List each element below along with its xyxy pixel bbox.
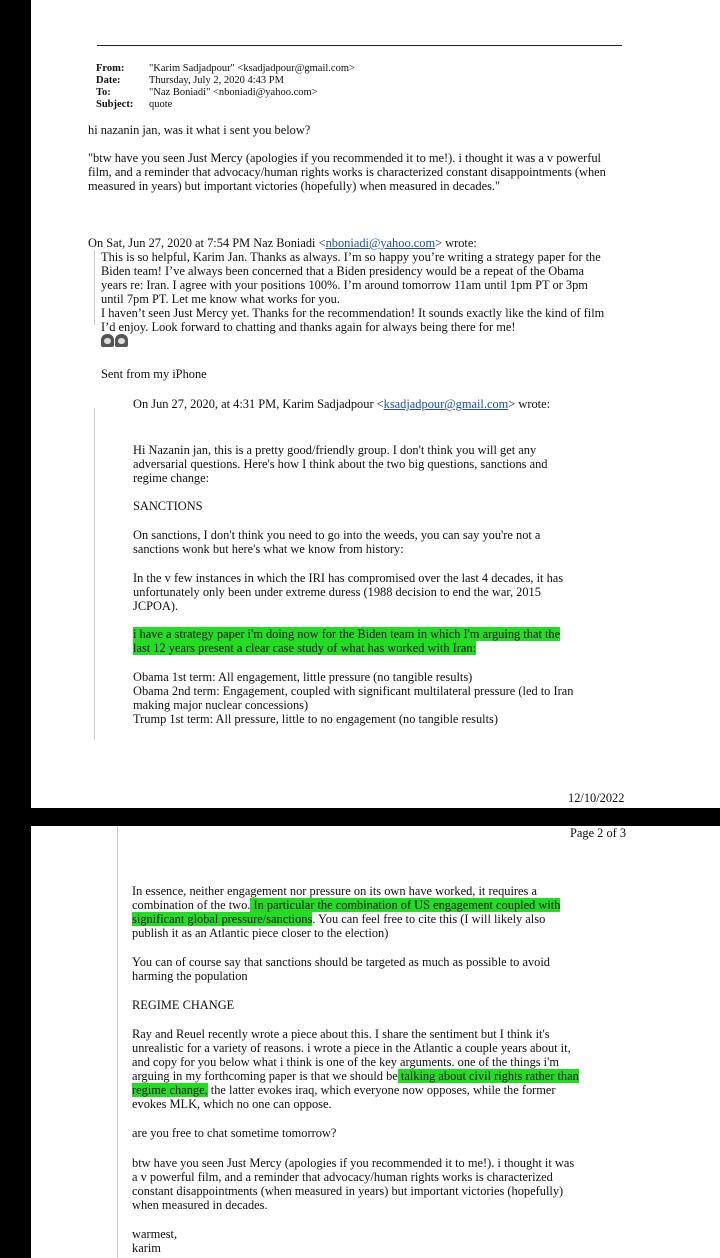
body-line: are you free to chat sometime tomorrow? xyxy=(132,1126,337,1140)
body-line xyxy=(132,1083,556,1097)
term-line: making major nuclear concessions) xyxy=(133,698,309,712)
subject-value: quote xyxy=(149,99,173,110)
term-line: Obama 2nd term: Engagement, coupled with significant multilateral pressure (led to Iran xyxy=(133,684,574,698)
body-line: Hi Nazanin jan, this is a pretty good/friendly group. I don't think you will get any xyxy=(133,443,537,457)
quote-line: film, and a reminder that advocacy/human rights works is characterized constant disappointments (when xyxy=(88,165,606,179)
date-label: Date: xyxy=(96,75,121,86)
highlighted-line: last 12 years present a clear case study of what has worked with Iran: xyxy=(133,641,477,655)
body-line: You can of course say that sanctions should be targeted as much as possible to avoid xyxy=(132,955,550,969)
term-line: Trump 1st term: All pressure, little to no engagement (no tangible results) xyxy=(133,712,499,726)
body-line: regime change: xyxy=(133,471,210,485)
to-value: "Naz Boniadi" <nboniadi@yahoo.com> xyxy=(149,87,318,98)
quote-line: measured in years) but important victories (hopefully) when measured in decades." xyxy=(88,179,501,193)
body-text: combination of the two. xyxy=(132,898,251,912)
reply-line: I’d enjoy. Look forward to chatting and thanks again for always being there for me! xyxy=(101,320,516,334)
body-line xyxy=(132,898,560,912)
reply-line: This is so helpful, Karim Jan. Thanks as always. I’m so happy you’re writing a strategy paper for the xyxy=(101,250,601,264)
from-value: "Karim Sadjadpour" <ksadjadpour@gmail.com> xyxy=(149,63,355,74)
from-row xyxy=(96,63,355,75)
emoji-icon xyxy=(101,334,128,347)
body-text: the latter evokes iraq, which everyone now opposes, while the former xyxy=(207,1083,556,1097)
body-line: In the v few instances in which the IRI has compromised over the last 4 decades, it has xyxy=(133,571,564,585)
to-row xyxy=(96,87,318,99)
highlighted-text: significant global pressure/sanctions xyxy=(132,912,313,926)
body-line: In essence, neither engagement nor pressure on its own have worked, it requires a xyxy=(132,884,537,898)
reply-line: years re: Iran. I agree with your positions 100%. I’m around tomorrow 11am until 1pm PT or 3pm xyxy=(101,278,588,292)
body-line xyxy=(132,912,545,926)
body-line: Ray and Reuel recently wrote a piece about this. I share the sentiment but I think it's xyxy=(132,1027,550,1041)
reply-email-link[interactable]: nboniadi@yahoo.com xyxy=(325,236,436,250)
quote-bar xyxy=(94,408,95,740)
quote-bar xyxy=(117,826,118,1258)
intro-line: hi nazanin jan, was it what i sent you below? xyxy=(88,123,311,137)
body-line: and copy for you below what i think is one of the key arguments. one of the things i'm xyxy=(132,1055,559,1069)
inner-email-link[interactable]: ksadjadpour@gmail.com xyxy=(383,397,509,411)
from-label: From: xyxy=(96,63,125,74)
highlighted-text: In particular the combination of US engagement coupled with xyxy=(250,898,561,912)
signoff-name: karim xyxy=(132,1241,161,1255)
signoff-line: warmest, xyxy=(132,1227,178,1241)
sent-from-line: Sent from my iPhone xyxy=(101,367,207,381)
reply-header-pre: On Sat, Jun 27, 2020 at 7:54 PM Naz Boniadi < xyxy=(88,236,326,250)
print-date: 12/10/2022 xyxy=(568,791,625,805)
inner-header-pre: On Jun 27, 2020, at 4:31 PM, Karim Sadjadpour < xyxy=(133,397,384,411)
inner-header-post: > wrote: xyxy=(508,397,551,411)
body-line: publish it as an Atlantic piece closer to the election) xyxy=(132,926,389,940)
subject-row xyxy=(96,99,172,111)
body-text: arguing in my forthcoming paper is that we should be xyxy=(132,1069,398,1083)
highlighted-line: i have a strategy paper i'm doing now for the Biden team in which I'm arguing that the xyxy=(133,627,561,641)
body-line: when measured in decades. xyxy=(132,1198,268,1212)
reply-line: Biden team! I’ve always been concerned that a Biden presidency would be a repeat of the Obama xyxy=(101,264,585,278)
body-line: a v powerful film, and a reminder that advocacy/human rights works is characterized xyxy=(132,1170,553,1184)
body-line xyxy=(132,1069,579,1083)
reply-header-post: > wrote: xyxy=(435,236,477,250)
quote-line: "btw have you seen Just Mercy (apologies if you recommended it to me!). i thought it was a v powerful xyxy=(88,151,601,165)
reply-line: until 7pm PT. Let me know what works for you. xyxy=(101,292,340,306)
body-line: harming the population xyxy=(132,969,248,983)
date-value: Thursday, July 2, 2020 4:43 PM xyxy=(149,75,284,86)
body-text: . You can feel free to cite this (I will likely also xyxy=(312,912,546,926)
body-line: evokes MLK, which no one can oppose. xyxy=(132,1097,332,1111)
body-line: constant disappointments (when measured in years) but important victories (hopefully) xyxy=(132,1184,564,1198)
subject-label: Subject: xyxy=(96,99,134,110)
body-line: btw have you seen Just Mercy (apologies if you recommended it to me!). i thought it was xyxy=(132,1156,575,1170)
body-line: JCPOA). xyxy=(133,599,179,613)
document-page-2 xyxy=(31,826,720,1258)
body-line: On sanctions, I don't think you need to go into the weeds, you can say you're not a xyxy=(133,528,541,542)
sanctions-heading: SANCTIONS xyxy=(133,499,203,513)
reply-header xyxy=(88,236,477,250)
header-rule xyxy=(97,45,622,46)
body-line: sanctions wonk but here's what we know from history: xyxy=(133,542,404,556)
to-label: To: xyxy=(96,87,111,98)
body-line: unrealistic for a variety of reasons. i wrote a piece in the Atlantic a couple years about it, xyxy=(132,1041,571,1055)
inner-reply-header xyxy=(133,397,550,411)
regime-heading: REGIME CHANGE xyxy=(132,998,235,1012)
highlighted-text: regime change, xyxy=(132,1083,208,1097)
reply-line: I haven’t seen Just Mercy yet. Thanks for the recommendation! It sounds exactly like the kind of film xyxy=(101,306,605,320)
highlighted-text: talking about civil rights rather than xyxy=(397,1069,579,1083)
term-line: Obama 1st term: All engagement, little pressure (no tangible results) xyxy=(133,670,473,684)
document-page-1 xyxy=(31,0,720,808)
body-line: adversarial questions. Here's how I think about the two big questions, sanctions and xyxy=(133,457,548,471)
quote-bar xyxy=(94,250,95,325)
body-line: unfortunately only been under extreme duress (1988 decision to end the war, 2015 xyxy=(133,585,541,599)
page-number: Page 2 of 3 xyxy=(570,826,627,840)
date-row xyxy=(96,75,284,87)
